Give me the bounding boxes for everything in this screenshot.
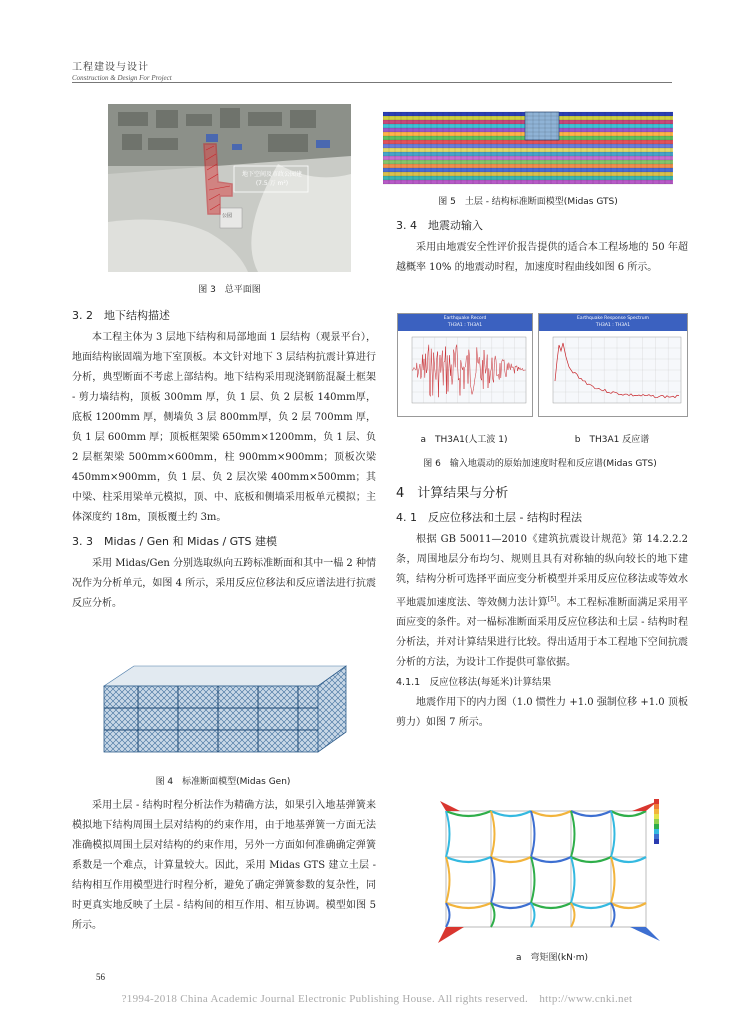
section-3-3-heading: 3. 3 Midas / Gen 和 Midas / GTS 建模 bbox=[72, 535, 277, 548]
fig7-background bbox=[436, 795, 668, 945]
figure-3-caption: 图 3 总平面图 bbox=[198, 285, 261, 295]
journal-title-cn: 工程建设与设计 bbox=[72, 62, 149, 73]
panel-b-title-line1: Earthquake Response Spectrum bbox=[576, 316, 650, 321]
acceleration-time-history-plot bbox=[398, 331, 532, 417]
soil-layer-band bbox=[383, 144, 673, 148]
journal-header bbox=[72, 58, 332, 82]
legend-swatch bbox=[654, 804, 659, 809]
map-label-line1: 地下空间及市政公园建 bbox=[241, 171, 302, 178]
page-number: 56 bbox=[96, 972, 105, 982]
soil-layer-band bbox=[383, 172, 673, 176]
section-4-1-text-tail: 。本工程标准断面满足采用平面应变的条件。对一榀标准断面采用反应位移法和土层 - 结构时程分析法，并对计算结果进行比较。得出适用于本工程地下空间抗震分析的方法，为设计工作提供可靠依据。 bbox=[396, 597, 688, 669]
section-4-1-1-heading: 4.1.1 反应位移法(每延米)计算结果 bbox=[396, 677, 552, 689]
figure-6b-subcaption: b TH3A1 反应谱 bbox=[574, 435, 650, 445]
panel-a-title-line1: Earthquake Record bbox=[443, 316, 487, 321]
fem-model-3d bbox=[98, 662, 348, 766]
panel-b-title-line2: TH3A1 : TH3A1 bbox=[595, 323, 631, 328]
legend-swatch bbox=[654, 819, 659, 824]
legend-swatch bbox=[654, 824, 659, 829]
section-3-2-heading: 3. 2 地下结构描述 bbox=[72, 309, 170, 322]
legend-swatch bbox=[654, 834, 659, 839]
response-spectrum-plot bbox=[539, 331, 687, 417]
journal-title-en: Construction & Design For Project bbox=[72, 74, 172, 82]
soil-layer-band bbox=[383, 152, 673, 156]
figure-4-caption: 图 4 标准断面模型(Midas Gen) bbox=[155, 777, 291, 787]
legend-swatch bbox=[654, 799, 659, 804]
soil-layer-band bbox=[383, 148, 673, 152]
panel-a-title-bar bbox=[398, 314, 532, 331]
soil-layer-band bbox=[383, 168, 673, 172]
figure-6a-acceleration-history bbox=[397, 313, 533, 417]
bending-moment-diagram bbox=[436, 795, 668, 945]
section-4-1-paragraph bbox=[396, 530, 688, 673]
map-label-line2: (7.5 万 m²) bbox=[255, 180, 289, 187]
legend-swatch bbox=[654, 809, 659, 814]
section-4-1-heading: 4. 1 反应位移法和土层 - 结构时程法 bbox=[396, 511, 582, 524]
left-column-top bbox=[72, 302, 376, 614]
fig5-top-strip bbox=[383, 100, 673, 110]
header-rule bbox=[72, 82, 672, 83]
figure-7a-bending-moment bbox=[436, 795, 668, 945]
section-3-2-paragraph: 本工程主体为 3 层地下结构和局部地面 1 层结构（观景平台），地面结构嵌固端为地下室顶板。本文针对地下 3 层结构抗震计算进行分析，典型断面不考虑上部结构。地下结构采用现浇钢筋混凝土框架 - 剪力墙结构，顶板 300mm 厚，负 1 层、负 2 层板 140mm厚，底板 1200mm 厚，侧墙负 3 层 800mm厚，负 2 层 700mm 厚，负 1 层 600mm 厚；顶板框架梁 650mm×1200mm，负 1 层、负 2 层框架梁 500mm×600mm，柱 900mm×900mm；顶板次梁 450mm×900mm，负 1 层、负 2 层次梁 400mm×500mm；其中梁、柱采用梁单元模拟，顶、中、底板和侧墙采用板单元模拟；主体深度约 18m，顶板覆土约 3m。 bbox=[72, 332, 376, 523]
legend-swatch bbox=[654, 829, 659, 834]
soil-layer-band bbox=[383, 164, 673, 168]
map-label bbox=[236, 170, 308, 188]
soil-layer-mesh bbox=[383, 100, 673, 188]
section-3-4-paragraph: 采用由地震安全性评价报告提供的适合本工程场地的 50 年超越概率 10% 的地震动时程，加速度时程曲线如图 6 所示。 bbox=[396, 242, 688, 273]
section-3-3-paragraph: 采用 Midas/Gen 分别选取纵向五跨标准断面和其中一榀 2 种情况作为分析单元，如图 4 所示，采用反应位移法和反应谱法进行抗震反应分析。 bbox=[72, 558, 376, 609]
legend-swatch bbox=[654, 839, 659, 844]
soil-layer-band bbox=[383, 160, 673, 164]
soil-layer-band bbox=[383, 156, 673, 160]
site-plan-map bbox=[108, 104, 351, 272]
figure-5-caption: 图 5 土层 - 结构标准断面模型(Midas GTS) bbox=[438, 197, 618, 207]
section-3-4-heading: 3. 4 地震动输入 bbox=[396, 219, 483, 232]
map-park-tag: 公园 bbox=[222, 213, 233, 219]
time-history-paragraph: 采用土层 - 结构时程分析法作为精确方法，如果引入地基弹簧来模拟地下结构周围土层对结构的约束作用，由于地基弹簧一方面无法准确模拟周围土层对结构的约束作用，另外一方面如何准确确定弹簧系数是一个难点，计算量较大。因此，采用 Midas GTS 建立土层 - 结构相互作用模型进行时程分析，避免了确定弹簧参数的复杂性，同时更真实地反映了土层 - 结构间的相互作用、相互协调。模型如图 5 所示。 bbox=[72, 800, 376, 931]
panel-b-title-bar bbox=[539, 314, 687, 331]
legend-swatch bbox=[654, 814, 659, 819]
section-4-1-text: 根据 GB 50011—2010《建筑抗震设计规范》第 14.2.2.2 条，周围地层分布均匀、规则且具有对称轴的纵向较长的地下建筑，结构分析可选择平面应变分析模型并采用反应位移法或等效水平地震加速度法、等效侧力法计算 bbox=[396, 534, 688, 609]
figure-4-midas-gen-model bbox=[98, 662, 348, 766]
figure-3-site-plan bbox=[108, 104, 351, 272]
section-4-heading: 4 计算结果与分析 bbox=[396, 486, 509, 501]
citation-ref-5[interactable]: [5] bbox=[547, 596, 557, 603]
soil-layer-band bbox=[383, 176, 673, 180]
soil-layer-band bbox=[383, 140, 673, 144]
copyright-footer: ?1994-2018 China Academic Journal Electronic Publishing House. All rights reserved. http://www.cnki.net bbox=[121, 993, 633, 1005]
figure-5-soil-structure-model bbox=[383, 100, 673, 188]
right-column-top bbox=[396, 212, 688, 278]
section-4-1-1-paragraph: 地震作用下的内力图（1.0 惯性力 +1.0 强制位移 +1.0 顶板剪力）如图 7 所示。 bbox=[396, 697, 688, 729]
right-column-bottom bbox=[396, 478, 688, 733]
left-column-bottom bbox=[72, 796, 376, 936]
figure-6a-subcaption: a TH3A1(人工波 1) bbox=[420, 435, 508, 445]
figure-7a-subcaption: a 弯矩图(kN·m) bbox=[515, 953, 589, 963]
soil-layer-band bbox=[383, 180, 673, 184]
structure-box bbox=[525, 112, 559, 140]
figure-6b-response-spectrum bbox=[538, 313, 688, 417]
panel-a-title-line2: TH3A1 : TH3A1 bbox=[447, 323, 483, 328]
figure-6-caption: 图 6 输入地震动的原始加速度时程和反应谱(Midas GTS) bbox=[423, 459, 657, 469]
